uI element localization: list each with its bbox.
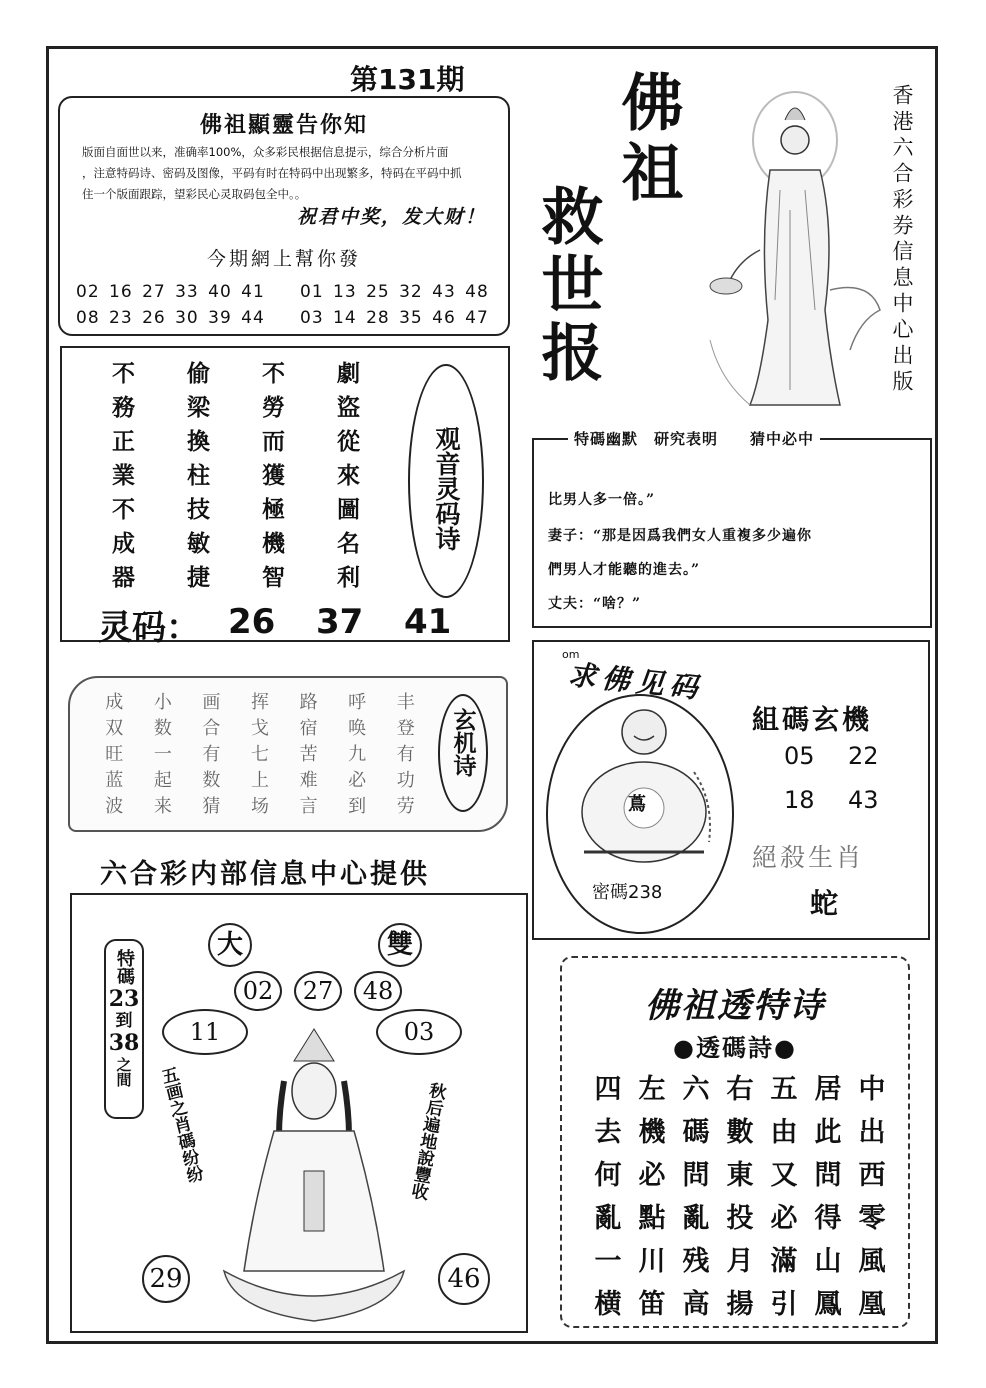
poem-char: 中 [858, 1074, 886, 1105]
poem-char: 横 [594, 1289, 622, 1320]
poem-char: 碼 [682, 1117, 710, 1148]
numbers-row: 02 16 27 33 40 41 [76, 282, 265, 302]
poem-char: 一 [153, 744, 172, 765]
poem-char: 必 [638, 1160, 666, 1191]
poem-char: 投 [726, 1203, 754, 1234]
guanyin-poem-label: 观音灵码诗 [432, 425, 461, 551]
poem-char: 柱 [187, 462, 210, 489]
range-end: 之間 [114, 1057, 133, 1087]
poem-char: 正 [112, 428, 135, 455]
poem-char: 来 [153, 796, 172, 817]
poem-char: 換 [187, 428, 210, 455]
publisher-text: 香港六合彩券信息中心出版 [890, 84, 914, 396]
kill-title: 絕殺生肖 [752, 843, 865, 872]
poem-char: 去 [594, 1117, 622, 1148]
provider-line: 六合彩内部信息中心提供 [100, 859, 430, 890]
poem-char: 梁 [187, 394, 210, 421]
title-jiushibao [532, 184, 612, 414]
notice-line: 版面自面世以来，准确率100%，众多彩民根据信息提示，综合分析片面 [82, 145, 449, 159]
notice-subtitle: 今期網上幫你發 [206, 248, 361, 270]
poem-char: 蓝 [105, 770, 124, 791]
poem-char: 苦 [299, 744, 318, 765]
poem-char: 路 [299, 692, 318, 713]
poem-char: 登 [396, 718, 415, 739]
poem-char: 此 [814, 1117, 842, 1148]
tou-poem-title: 佛祖透特诗 [645, 986, 825, 1026]
poem-char: 器 [112, 564, 135, 591]
joke-line: 比男人多一倍。” [548, 492, 656, 508]
poem-char: 名 [337, 530, 360, 557]
buddha-tag: om [562, 648, 580, 661]
tou-poem-box [560, 956, 910, 1328]
poem-char: 智 [262, 564, 285, 591]
left-poem: 五画之肖碼纷纷 [156, 1064, 205, 1186]
range-to: 38 [108, 1030, 140, 1056]
poem-char: 東 [726, 1160, 754, 1191]
poem-char: 來 [337, 462, 360, 489]
poem-char: 宿 [299, 718, 318, 739]
poem-char: 五 [770, 1074, 798, 1105]
lingma-number: 41 [404, 602, 452, 642]
xuanji-label-oval [438, 694, 488, 812]
poem-char: 而 [262, 428, 285, 455]
numbers-row: 01 13 25 32 43 48 [300, 282, 489, 302]
poem-char: 左 [638, 1074, 666, 1105]
poem-char: 成 [112, 530, 135, 557]
lingma-number: 26 [228, 602, 276, 642]
poem-char: 利 [337, 564, 360, 591]
poem-char: 合 [202, 718, 221, 739]
poem-char: 川 [638, 1246, 666, 1277]
poem-char: 数 [153, 718, 172, 739]
issue-number: 第131期 [350, 63, 465, 96]
poem-char: 双 [105, 718, 124, 739]
poem-char: 勞 [262, 394, 285, 421]
notice-body [82, 142, 494, 205]
numbers-row: 03 14 28 35 46 47 [300, 308, 489, 328]
double-circle: 雙 [378, 923, 422, 967]
range-top: 特碼 [114, 949, 135, 985]
combo-number: 18 [784, 786, 815, 814]
big-circle: 大 [208, 923, 252, 967]
buddha-belly-char: 蔦 [628, 794, 646, 815]
poem-char: 月 [726, 1246, 754, 1277]
buddha-arc-title: 求佛见码 [566, 657, 706, 706]
poem-char: 功 [396, 770, 415, 791]
poem-char: 從 [337, 428, 360, 455]
poem-char: 起 [153, 770, 172, 791]
joke-line: 們男人才能聽的進去。” [548, 562, 701, 578]
poem-char: 盜 [337, 394, 360, 421]
poem-char: 难 [299, 770, 318, 791]
poem-char: 笛 [638, 1289, 666, 1320]
poem-char: 由 [770, 1117, 798, 1148]
tou-poem-subtitle: ●透碼詩● [673, 1033, 797, 1062]
poem-char: 業 [112, 462, 135, 489]
poem-char: 亂 [682, 1203, 710, 1234]
poem-char: 波 [105, 796, 124, 817]
bottom-right-circle: 46 [438, 1253, 490, 1305]
combo-number: 22 [848, 742, 879, 770]
poem-char: 劳 [396, 796, 415, 817]
poem-char: 成 [105, 692, 124, 713]
bottom-left-circle: 29 [142, 1255, 190, 1303]
poem-char: 捷 [187, 564, 210, 591]
poem-char: 挥 [250, 692, 269, 713]
poem-char: 残 [682, 1246, 710, 1277]
poem-char: 呼 [348, 692, 367, 713]
poem-char: 丰 [396, 692, 415, 713]
title-fozu-text: 佛祖 [611, 70, 684, 210]
title-jiushibao-text: 救世报 [531, 184, 604, 388]
poem-char: 一 [594, 1246, 622, 1277]
number-circle: 48 [354, 971, 402, 1011]
poem-char: 上 [250, 770, 269, 791]
poem-char: 九 [348, 744, 367, 765]
poem-char: 有 [202, 744, 221, 765]
poem-char: 数 [202, 770, 221, 791]
poem-char: 機 [638, 1117, 666, 1148]
notice-line: 住一个版面跟踪，望彩民心灵取码包全中。。 [82, 187, 307, 201]
joke-line: 妻子：“那是因爲我們女人重複多少遍你 [548, 528, 813, 544]
right-poem: 秋后遍地說豐收 [406, 1080, 447, 1201]
poem-char: 必 [348, 770, 367, 791]
joke-box [532, 430, 932, 628]
poem-char: 數 [726, 1117, 754, 1148]
xuanji-label: 玄机诗 [449, 708, 477, 777]
poem-char: 亂 [594, 1203, 622, 1234]
poem-char: 四 [594, 1074, 622, 1105]
guanyin-seated-illustration [214, 1021, 414, 1331]
poem-char: 高 [682, 1289, 710, 1320]
poem-char: 務 [112, 394, 135, 421]
lingma-number: 37 [316, 602, 364, 642]
notice-title: 佛祖顯靈告你知 [199, 112, 368, 138]
poem-char: 山 [814, 1246, 842, 1277]
poem-char: 出 [858, 1117, 886, 1148]
poem-char: 得 [814, 1203, 842, 1234]
oval-left: 11 [162, 1009, 248, 1055]
guanyin-poem-box [60, 346, 510, 648]
poem-char: 到 [348, 796, 367, 817]
number-circle: 27 [294, 971, 342, 1011]
poem-char: 右 [726, 1074, 754, 1105]
poem-char: 场 [250, 796, 269, 817]
poem-char: 獲 [262, 462, 285, 489]
poem-char: 揚 [726, 1289, 754, 1320]
notice-wish: 祝君中奖，发大财！ [296, 206, 486, 228]
poem-char: 必 [770, 1203, 798, 1234]
poem-char: 機 [262, 530, 285, 557]
numbers-row: 08 23 26 30 39 44 [76, 308, 265, 328]
special-range-label [104, 939, 144, 1119]
poem-char: 有 [396, 744, 415, 765]
poem-char: 敏 [187, 530, 210, 557]
poem-char: 圖 [337, 496, 360, 523]
poem-char: 戈 [250, 718, 269, 739]
poem-char: 點 [638, 1203, 666, 1234]
combo-title: 組碼玄機 [752, 705, 872, 736]
poem-char: 猜 [202, 796, 221, 817]
notice-box [58, 96, 510, 336]
poem-char: 旺 [105, 744, 124, 765]
poem-char: 七 [250, 744, 269, 765]
combo-number: 43 [848, 786, 879, 814]
poem-char: 引 [770, 1289, 798, 1320]
guanyin-poem-grid [86, 358, 386, 593]
oval-right: 03 [376, 1009, 462, 1055]
combo-number: 05 [784, 742, 815, 770]
xuanji-poem-scroll [68, 676, 508, 832]
poem-char: 何 [594, 1160, 622, 1191]
xuanji-poem-grid [90, 690, 430, 820]
guanyin-standing-illustration [690, 60, 890, 420]
poem-char: 技 [187, 496, 210, 523]
number-circle: 02 [234, 971, 282, 1011]
poem-char: 極 [262, 496, 285, 523]
title-fozu [612, 70, 692, 230]
poem-char: 滿 [770, 1246, 798, 1277]
laughing-buddha-illustration [564, 702, 724, 872]
poem-char: 不 [112, 496, 135, 523]
publisher-vertical [888, 80, 922, 400]
poem-char: 居 [814, 1074, 842, 1105]
poem-char: 不 [262, 360, 285, 387]
poem-char: 西 [858, 1160, 886, 1191]
range-to-word: 到 [115, 1011, 133, 1031]
tou-poem-grid [586, 1068, 894, 1326]
poem-char: 不 [112, 360, 135, 387]
poem-char: 凰 [858, 1289, 886, 1320]
notice-line: ，注意特码诗、密码及图像，平码有时在特码中出现繁多，特码在平码中抓 [82, 166, 462, 180]
buddha-box [532, 640, 930, 940]
joke-header: 特碼幽默 研究表明 猜中必中 [568, 428, 820, 449]
poem-char: 言 [299, 796, 318, 817]
poem-char: 鳳 [814, 1289, 842, 1320]
poem-char: 六 [682, 1074, 710, 1105]
poem-char: 風 [858, 1246, 886, 1277]
range-from: 23 [108, 986, 140, 1012]
joke-line: 丈夫：“啥？” [548, 596, 642, 612]
poem-char: 問 [682, 1160, 710, 1191]
secret-code: 密碼238 [592, 882, 663, 903]
guanyin-poem-label-oval [408, 364, 484, 598]
special-code-box [70, 893, 528, 1333]
poem-char: 偷 [187, 360, 210, 387]
poem-char: 小 [153, 692, 172, 713]
poem-char: 又 [770, 1160, 798, 1191]
poem-char: 零 [858, 1203, 886, 1234]
lingma-label: 灵码： [98, 608, 200, 648]
poem-char: 問 [814, 1160, 842, 1191]
poem-char: 画 [202, 692, 221, 713]
kill-zodiac: 蛇 [810, 887, 839, 920]
poem-char: 劇 [337, 360, 360, 387]
poem-char: 唤 [348, 718, 367, 739]
